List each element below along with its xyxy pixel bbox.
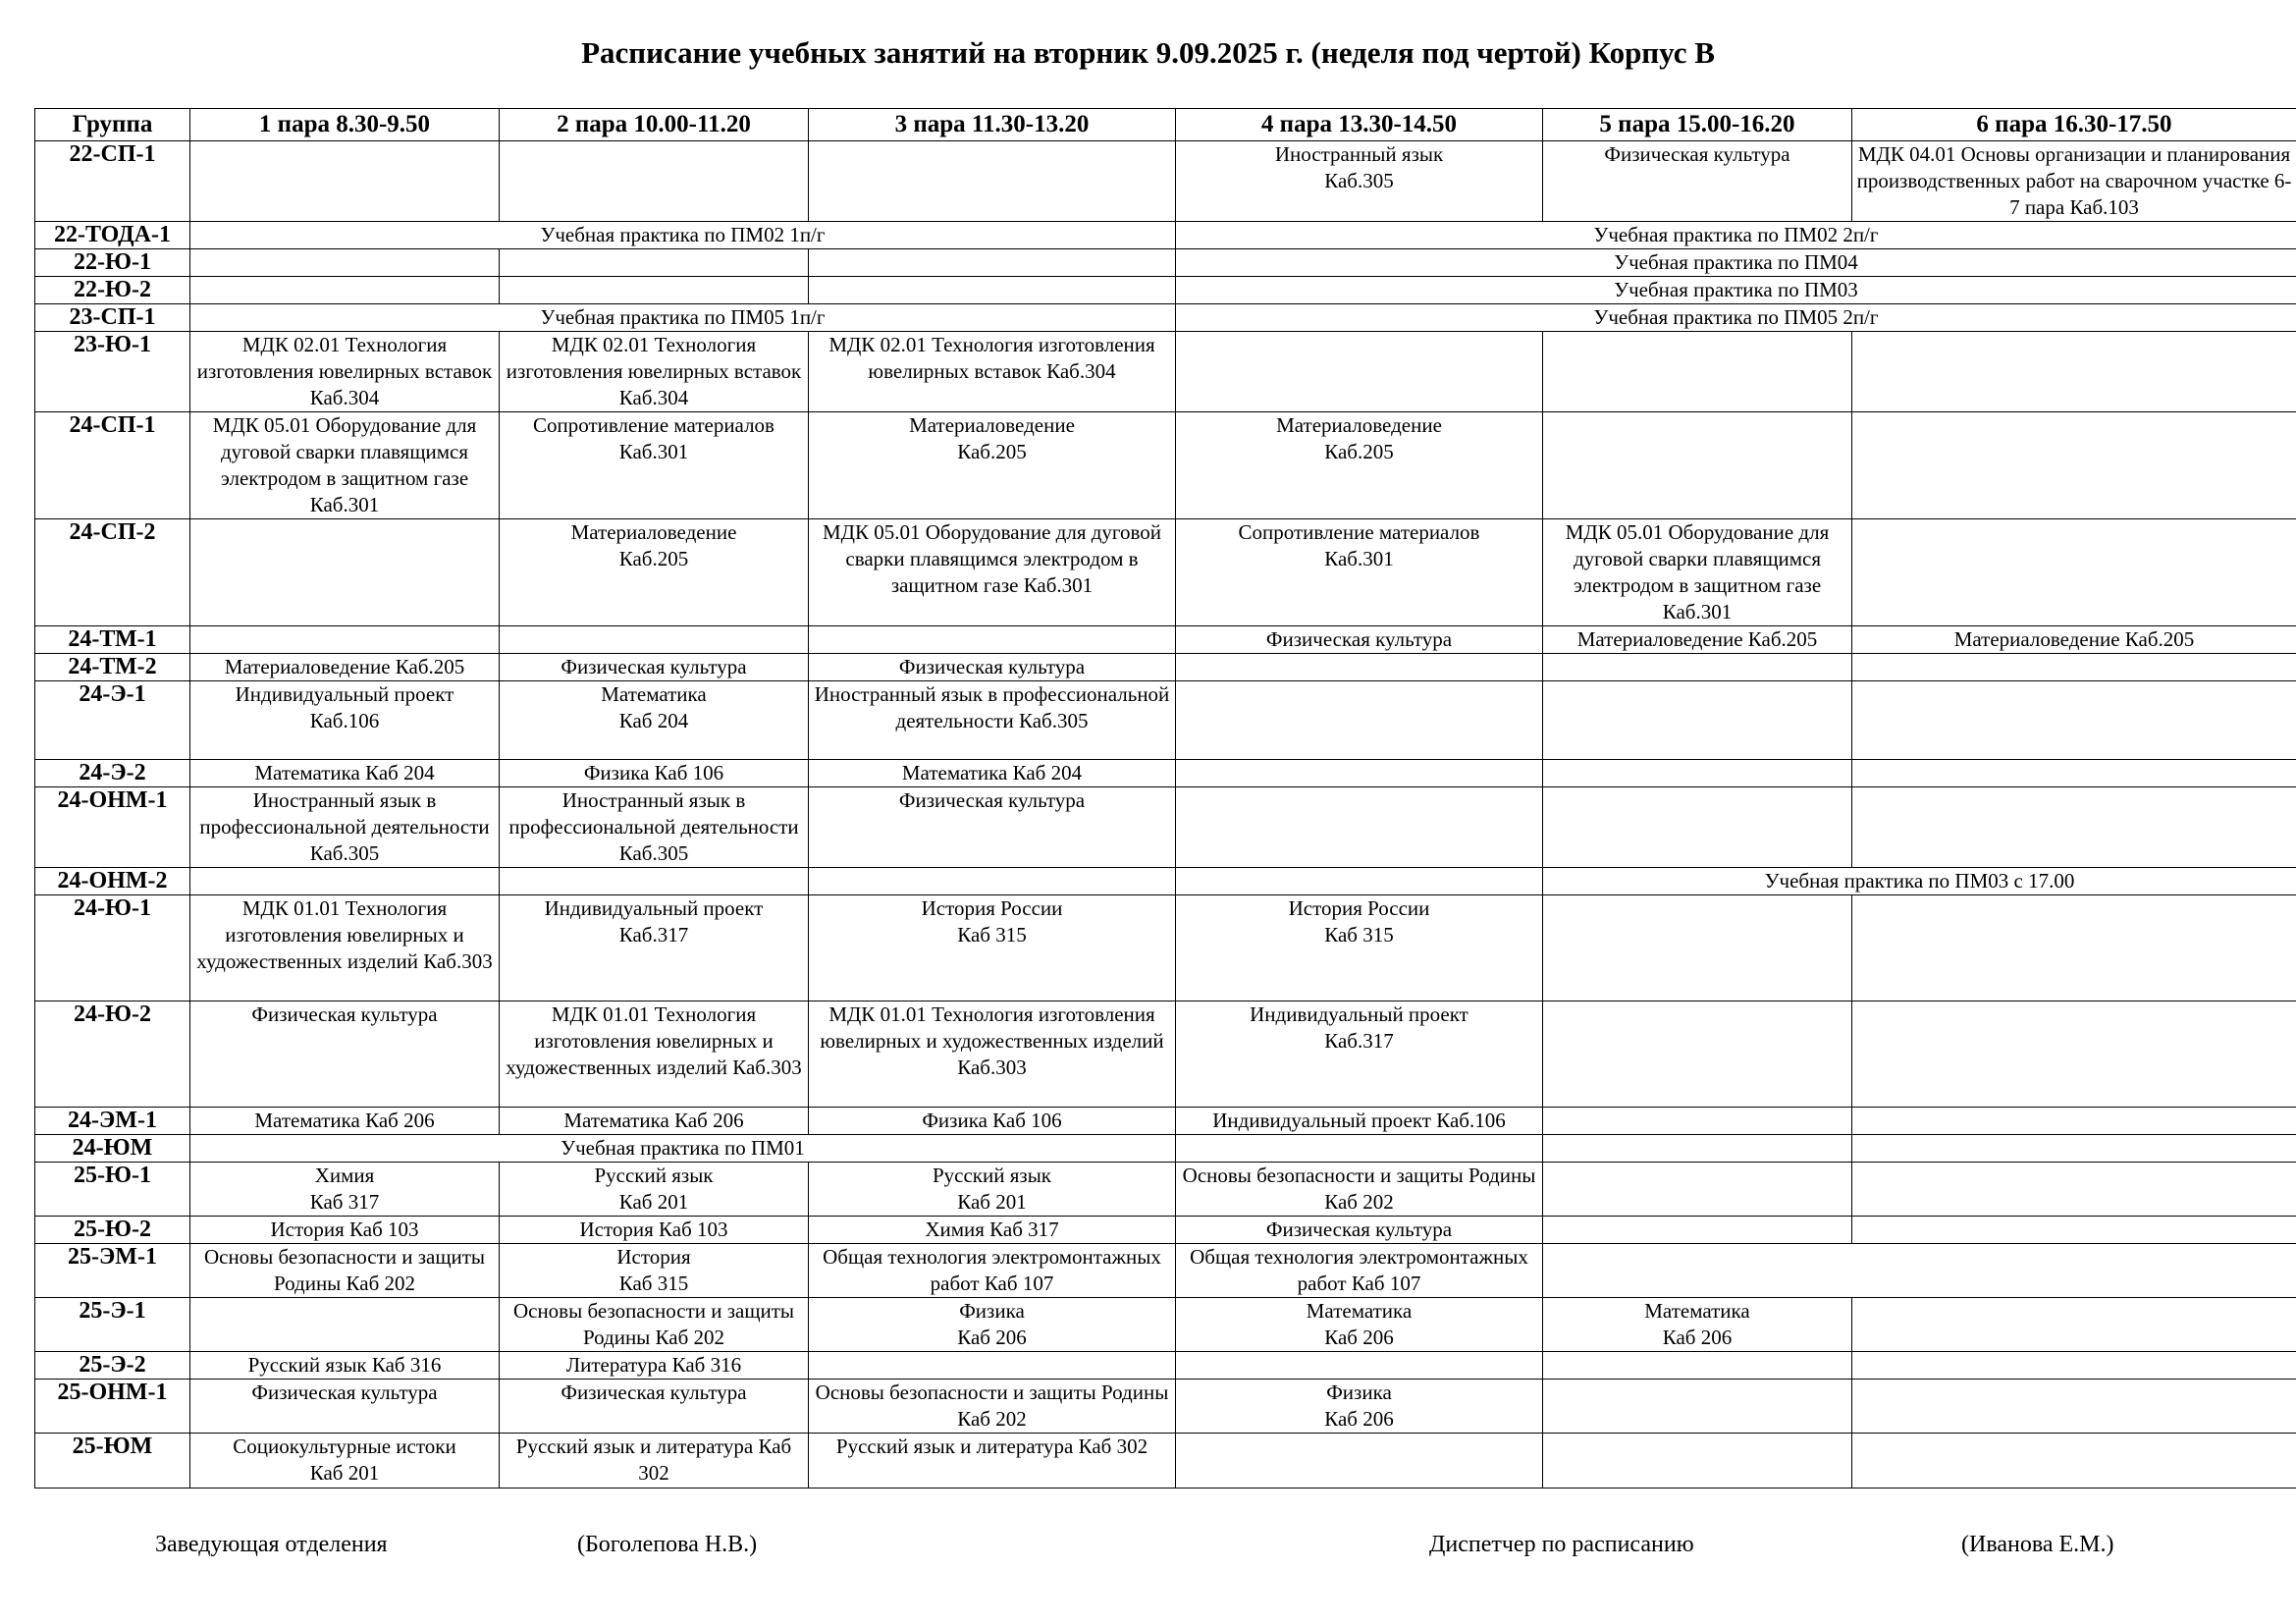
- group-cell: 24-Ю-2: [35, 1001, 190, 1108]
- lesson-cell: [1176, 760, 1543, 787]
- lesson-cell: Математика Каб 206: [500, 1108, 809, 1135]
- lesson-cell: Физика Каб 106: [500, 760, 809, 787]
- header-pair-2: 2 пара 10.00-11.20: [500, 109, 809, 141]
- table-row: [35, 277, 2296, 304]
- lesson-cell: Учебная практика по ПМ02 1п/г: [190, 222, 1176, 249]
- lesson-cell: Учебная практика по ПМ05 2п/г: [1176, 304, 2296, 332]
- lesson-cell: МДК 02.01 Технология изготовления ювелирных вставок Каб.304: [190, 332, 500, 412]
- lesson-cell: Материаловедение Каб.205: [1176, 412, 1543, 519]
- lesson-cell: [1852, 1001, 2296, 1108]
- table-row: [35, 1298, 2296, 1352]
- table-row: [35, 249, 2296, 277]
- lesson-cell: Русский язык Каб 201: [500, 1163, 809, 1217]
- group-cell: 24-СП-1: [35, 412, 190, 519]
- table-row: [35, 304, 2296, 332]
- lesson-cell: Материаловедение Каб.205: [809, 412, 1176, 519]
- lesson-cell: [1852, 760, 2296, 787]
- lesson-cell: [809, 277, 1176, 304]
- lesson-cell: [1543, 654, 1852, 681]
- lesson-cell: Русский язык и литература Каб 302: [500, 1434, 809, 1489]
- lesson-cell: [1176, 654, 1543, 681]
- lesson-cell: [1176, 681, 1543, 760]
- lesson-cell: [1852, 1217, 2296, 1244]
- lesson-cell: Основы безопасности и защиты Родины Каб 202: [190, 1244, 500, 1298]
- lesson-cell: [1543, 787, 1852, 868]
- lesson-cell: [1176, 1434, 1543, 1489]
- lesson-cell: [1176, 868, 1543, 895]
- table-row: [35, 1001, 2296, 1108]
- group-cell: 25-ЮМ: [35, 1434, 190, 1489]
- group-cell: 25-ОНМ-1: [35, 1380, 190, 1434]
- footer-head-title: Заведующая отделения: [155, 1532, 388, 1557]
- lesson-cell: [500, 277, 809, 304]
- lesson-cell: МДК 01.01 Технология изготовления ювелирных и художественных изделий Каб.303: [190, 895, 500, 1001]
- lesson-cell: [1176, 332, 1543, 412]
- table-row: [35, 1217, 2296, 1244]
- lesson-cell: Общая технология электромонтажных работ Каб 107: [1176, 1244, 1543, 1298]
- lesson-cell: [1852, 519, 2296, 626]
- lesson-cell: Основы безопасности и защиты Родины Каб 202: [500, 1298, 809, 1352]
- lesson-cell: Индивидуальный проект Каб.317: [500, 895, 809, 1001]
- group-cell: 23-Ю-1: [35, 332, 190, 412]
- lesson-cell: Социокультурные истоки Каб 201: [190, 1434, 500, 1489]
- group-cell: 25-Ю-2: [35, 1217, 190, 1244]
- lesson-cell: [500, 141, 809, 222]
- group-cell: 24-ОНМ-1: [35, 787, 190, 868]
- lesson-cell: Материаловедение Каб.205: [1543, 626, 1852, 654]
- lesson-cell: [1852, 332, 2296, 412]
- table-row: [35, 654, 2296, 681]
- group-cell: 24-ЮМ: [35, 1135, 190, 1163]
- table-row: [35, 519, 2296, 626]
- table-row: [35, 760, 2296, 787]
- lesson-cell: МДК 02.01 Технология изготовления ювелирных вставок Каб.304: [500, 332, 809, 412]
- lesson-cell: Русский язык Каб 316: [190, 1352, 500, 1380]
- lesson-cell: [1176, 787, 1543, 868]
- lesson-cell: [190, 141, 500, 222]
- lesson-cell: Математика Каб 206: [190, 1108, 500, 1135]
- lesson-cell: [1543, 760, 1852, 787]
- lesson-cell: Материаловедение Каб.205: [500, 519, 809, 626]
- lesson-cell: [500, 249, 809, 277]
- lesson-cell: МДК 05.01 Оборудование для дуговой сварки плавящимся электродом в защитном газе Каб.301: [190, 412, 500, 519]
- lesson-cell: [1543, 681, 1852, 760]
- page-title: Расписание учебных занятий на вторник 9.09.2025 г. (неделя под чертой) Корпус В: [581, 35, 1715, 70]
- lesson-cell: Математика Каб 206: [1176, 1298, 1543, 1352]
- lesson-cell: Физика Каб 206: [809, 1298, 1176, 1352]
- lesson-cell: [190, 868, 500, 895]
- lesson-cell: [500, 868, 809, 895]
- lesson-cell: [500, 626, 809, 654]
- lesson-cell: Материаловедение Каб.205: [1852, 626, 2296, 654]
- lesson-cell: История Каб 103: [190, 1217, 500, 1244]
- table-row: [35, 1163, 2296, 1217]
- lesson-cell: МДК 02.01 Технология изготовления ювелирных вставок Каб.304: [809, 332, 1176, 412]
- lesson-cell: [1852, 412, 2296, 519]
- lesson-cell: [1543, 1108, 1852, 1135]
- lesson-cell: Индивидуальный проект Каб.106: [190, 681, 500, 760]
- table-row: [35, 412, 2296, 519]
- lesson-cell: [1852, 1352, 2296, 1380]
- table-row: [35, 222, 2296, 249]
- lesson-cell: Учебная практика по ПМ03 с 17.00: [1543, 868, 2296, 895]
- lesson-cell: [190, 249, 500, 277]
- group-cell: 24-Э-2: [35, 760, 190, 787]
- lesson-cell: МДК 01.01 Технология изготовления ювелирных и художественных изделий Каб.303: [809, 1001, 1176, 1108]
- lesson-cell: [190, 519, 500, 626]
- lesson-cell: Химия Каб 317: [809, 1217, 1176, 1244]
- lesson-cell: [1852, 1163, 2296, 1217]
- lesson-cell: [1852, 787, 2296, 868]
- footer-dispatcher-title: Диспетчер по расписанию: [1429, 1532, 1694, 1557]
- lesson-cell: [1543, 1380, 1852, 1434]
- lesson-cell: [1543, 412, 1852, 519]
- lesson-cell: Физическая культура: [190, 1001, 500, 1108]
- schedule-body: [35, 141, 2296, 1489]
- lesson-cell: Сопротивление материалов Каб.301: [500, 412, 809, 519]
- lesson-cell: [1176, 1352, 1543, 1380]
- lesson-cell: История России Каб 315: [1176, 895, 1543, 1001]
- lesson-cell: История России Каб 315: [809, 895, 1176, 1001]
- lesson-cell: Русский язык Каб 201: [809, 1163, 1176, 1217]
- lesson-cell: [1852, 654, 2296, 681]
- schedule-table: [34, 108, 2296, 1489]
- lesson-cell: [1852, 1108, 2296, 1135]
- lesson-cell: [1852, 1434, 2296, 1489]
- lesson-cell: Математика Каб 204: [190, 760, 500, 787]
- lesson-cell: Сопротивление материалов Каб.301: [1176, 519, 1543, 626]
- table-row: [35, 1244, 2296, 1298]
- lesson-cell: [809, 868, 1176, 895]
- lesson-cell: [1852, 1380, 2296, 1434]
- lesson-cell: Общая технология электромонтажных работ Каб 107: [809, 1244, 1176, 1298]
- lesson-cell: Математика Каб 206: [1543, 1298, 1852, 1352]
- table-row: [35, 1434, 2296, 1489]
- lesson-cell: Основы безопасности и защиты Родины Каб 202: [1176, 1163, 1543, 1217]
- lesson-cell: Физическая культура: [190, 1380, 500, 1434]
- lesson-cell: [1543, 1244, 2296, 1298]
- lesson-cell: [1543, 1434, 1852, 1489]
- table-row: [35, 895, 2296, 1001]
- header-pair-6: 6 пара 16.30-17.50: [1852, 109, 2296, 141]
- group-cell: 24-СП-2: [35, 519, 190, 626]
- group-cell: 22-Ю-2: [35, 277, 190, 304]
- footer-dispatcher-name: (Иванова Е.М.): [1961, 1532, 2114, 1557]
- group-cell: 24-Э-1: [35, 681, 190, 760]
- lesson-cell: Учебная практика по ПМ01: [190, 1135, 1176, 1163]
- lesson-cell: Основы безопасности и защиты Родины Каб 202: [809, 1380, 1176, 1434]
- lesson-cell: Физика Каб 206: [1176, 1380, 1543, 1434]
- header-group: Группа: [35, 109, 190, 141]
- lesson-cell: МДК 04.01 Основы организации и планирования производственных работ на сварочном участке 6-7 пара Каб.103: [1852, 141, 2296, 222]
- group-cell: 22-Ю-1: [35, 249, 190, 277]
- lesson-cell: [809, 141, 1176, 222]
- lesson-cell: Физическая культура: [1543, 141, 1852, 222]
- group-cell: 24-ОНМ-2: [35, 868, 190, 895]
- table-row: [35, 787, 2296, 868]
- header-pair-1: 1 пара 8.30-9.50: [190, 109, 500, 141]
- lesson-cell: [1852, 681, 2296, 760]
- header-pair-3: 3 пара 11.30-13.20: [809, 109, 1176, 141]
- group-cell: 24-ЭМ-1: [35, 1108, 190, 1135]
- table-row: [35, 1108, 2296, 1135]
- header-pair-4: 4 пара 13.30-14.50: [1176, 109, 1543, 141]
- lesson-cell: МДК 05.01 Оборудование для дуговой сварки плавящимся электродом в защитном газе Каб.301: [1543, 519, 1852, 626]
- lesson-cell: Физика Каб 106: [809, 1108, 1176, 1135]
- lesson-cell: [1543, 1001, 1852, 1108]
- lesson-cell: МДК 05.01 Оборудование для дуговой сварки плавящимся электродом в защитном газе Каб.301: [809, 519, 1176, 626]
- lesson-cell: [809, 626, 1176, 654]
- header-row: [35, 109, 2296, 141]
- footer-head-name: (Боголепова Н.В.): [577, 1532, 758, 1557]
- group-cell: 24-ТМ-2: [35, 654, 190, 681]
- lesson-cell: Математика Каб 204: [500, 681, 809, 760]
- table-row: [35, 1135, 2296, 1163]
- lesson-cell: [1176, 1135, 1543, 1163]
- lesson-cell: Химия Каб 317: [190, 1163, 500, 1217]
- lesson-cell: [1543, 1217, 1852, 1244]
- lesson-cell: История Каб 103: [500, 1217, 809, 1244]
- lesson-cell: Индивидуальный проект Каб.106: [1176, 1108, 1543, 1135]
- group-cell: 22-СП-1: [35, 141, 190, 222]
- lesson-cell: [1543, 895, 1852, 1001]
- lesson-cell: Физическая культура: [809, 654, 1176, 681]
- lesson-cell: [190, 1298, 500, 1352]
- group-cell: 23-СП-1: [35, 304, 190, 332]
- group-cell: 22-ТОДА-1: [35, 222, 190, 249]
- group-cell: 25-Э-2: [35, 1352, 190, 1380]
- lesson-cell: [1543, 1135, 1852, 1163]
- lesson-cell: Иностранный язык в профессиональной деятельности Каб.305: [500, 787, 809, 868]
- lesson-cell: [1543, 1352, 1852, 1380]
- group-cell: 24-Ю-1: [35, 895, 190, 1001]
- lesson-cell: Физическая культура: [1176, 1217, 1543, 1244]
- lesson-cell: [809, 1352, 1176, 1380]
- lesson-cell: Математика Каб 204: [809, 760, 1176, 787]
- lesson-cell: [1852, 895, 2296, 1001]
- table-row: [35, 626, 2296, 654]
- table-row: [35, 1380, 2296, 1434]
- table-row: [35, 681, 2296, 760]
- lesson-cell: Русский язык и литература Каб 302: [809, 1434, 1176, 1489]
- lesson-cell: [1852, 1298, 2296, 1352]
- lesson-cell: Учебная практика по ПМ04: [1176, 249, 2296, 277]
- lesson-cell: [190, 277, 500, 304]
- lesson-cell: Индивидуальный проект Каб.317: [1176, 1001, 1543, 1108]
- lesson-cell: [190, 626, 500, 654]
- group-cell: 25-Ю-1: [35, 1163, 190, 1217]
- lesson-cell: Иностранный язык в профессиональной деятельности Каб.305: [190, 787, 500, 868]
- group-cell: 25-Э-1: [35, 1298, 190, 1352]
- lesson-cell: Физическая культура: [809, 787, 1176, 868]
- lesson-cell: [1852, 1135, 2296, 1163]
- lesson-cell: МДК 01.01 Технология изготовления ювелирных и художественных изделий Каб.303: [500, 1001, 809, 1108]
- lesson-cell: Физическая культура: [1176, 626, 1543, 654]
- lesson-cell: История Каб 315: [500, 1244, 809, 1298]
- lesson-cell: Иностранный язык в профессиональной деятельности Каб.305: [809, 681, 1176, 760]
- lesson-cell: Учебная практика по ПМ03: [1176, 277, 2296, 304]
- table-row: [35, 1352, 2296, 1380]
- group-cell: 25-ЭМ-1: [35, 1244, 190, 1298]
- lesson-cell: Учебная практика по ПМ05 1п/г: [190, 304, 1176, 332]
- lesson-cell: Учебная практика по ПМ02 2п/г: [1176, 222, 2296, 249]
- header-pair-5: 5 пара 15.00-16.20: [1543, 109, 1852, 141]
- lesson-cell: Иностранный язык Каб.305: [1176, 141, 1543, 222]
- lesson-cell: Физическая культура: [500, 654, 809, 681]
- lesson-cell: [1543, 1163, 1852, 1217]
- lesson-cell: [809, 249, 1176, 277]
- lesson-cell: Материаловедение Каб.205: [190, 654, 500, 681]
- table-row: [35, 868, 2296, 895]
- lesson-cell: Физическая культура: [500, 1380, 809, 1434]
- table-row: [35, 332, 2296, 412]
- lesson-cell: Литература Каб 316: [500, 1352, 809, 1380]
- table-row: [35, 141, 2296, 222]
- group-cell: 24-ТМ-1: [35, 626, 190, 654]
- lesson-cell: [1543, 332, 1852, 412]
